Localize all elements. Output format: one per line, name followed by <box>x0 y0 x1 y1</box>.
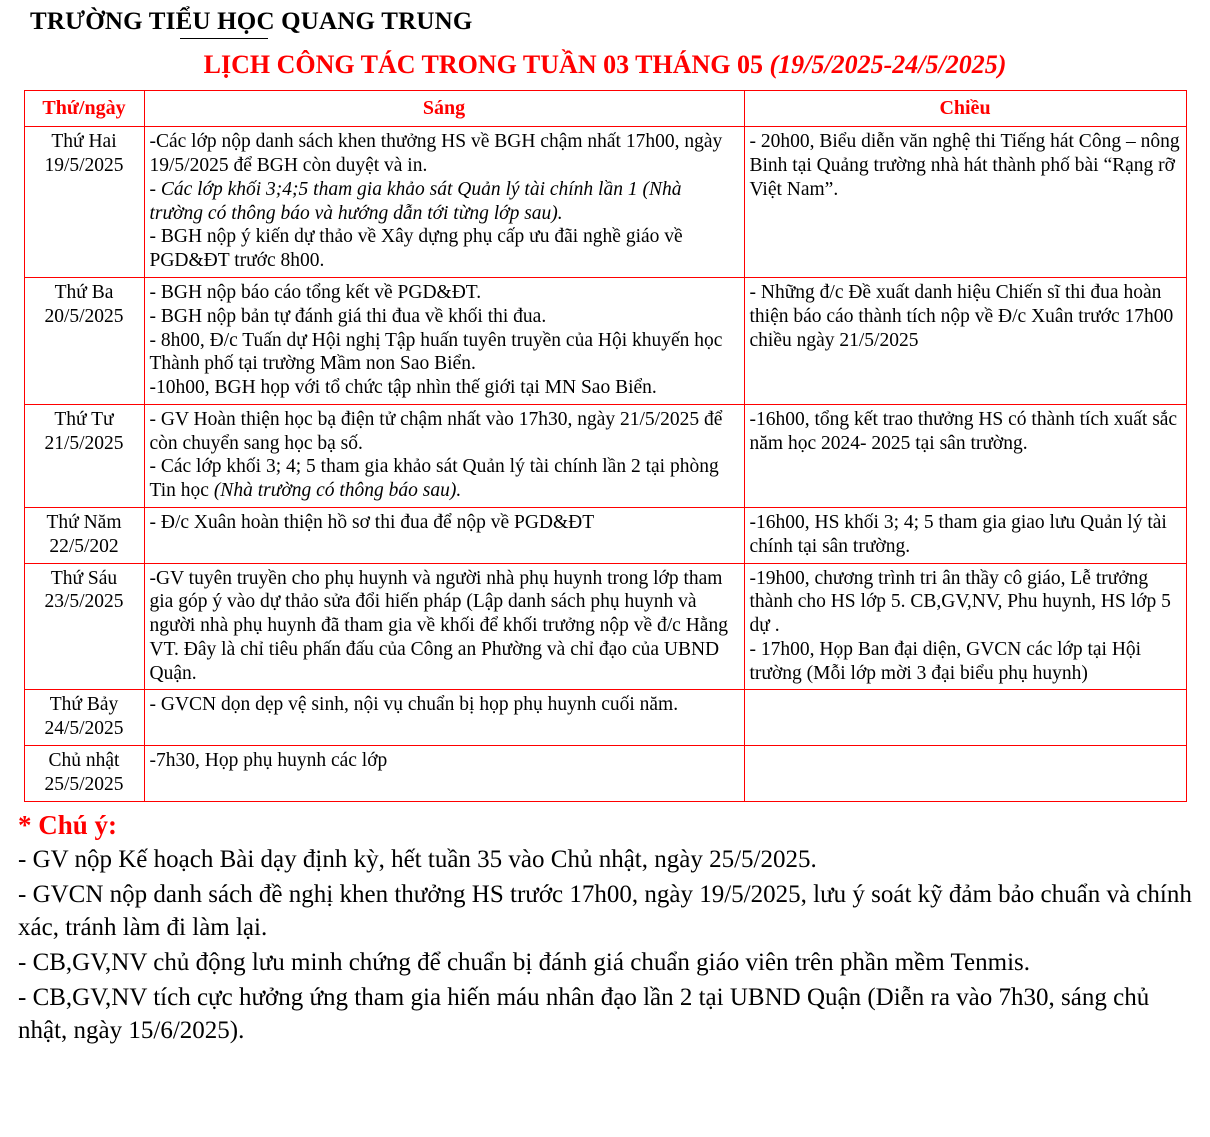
day-date: 21/5/2025 <box>44 432 124 454</box>
cell-afternoon <box>744 277 1186 404</box>
schedule-entry <box>150 567 739 686</box>
column-header-afternoon: Chiều <box>744 90 1186 126</box>
day-name: Thứ Hai <box>51 131 117 153</box>
cell-afternoon <box>744 746 1186 802</box>
schedule-entry-text: -Các lớp nộp danh sách khen thưởng HS về BGH chậm nhất 17h00, ngày 19/5/2025 để BGH còn duyệt và in. <box>149 131 723 177</box>
schedule-entry-text: - 20h00, Biểu diễn văn nghệ thi Tiếng hát Công – nông Binh tại Quảng trường nhà hát thành phố bài “Rạng rỡ Việt Nam”. <box>749 131 1180 200</box>
column-header-morning: Sáng <box>144 90 744 126</box>
day-date: 25/5/2025 <box>44 773 124 795</box>
cell-day <box>24 563 144 690</box>
schedule-entry <box>750 281 1181 352</box>
note-item: - GVCN nộp danh sách đề nghị khen thưởng HS trước 17h00, ngày 19/5/2025, lưu ý soát kỹ đảm bảo chuẩn và chính xác, tránh làm đi làm lại. <box>18 880 1192 941</box>
schedule-entry <box>150 376 739 400</box>
notes-list <box>18 843 1196 1047</box>
school-name-underline <box>180 38 268 39</box>
cell-afternoon <box>744 127 1186 278</box>
table-row <box>24 563 1186 690</box>
cell-morning <box>144 508 744 564</box>
schedule-entry-text: -10h00, BGH họp với tổ chức tập nhìn thế giới tại MN Sao Biển. <box>149 377 657 399</box>
cell-afternoon <box>744 508 1186 564</box>
table-body <box>24 127 1186 801</box>
schedule-entry <box>150 130 739 178</box>
table-row <box>24 690 1186 746</box>
schedule-entry <box>150 329 739 377</box>
schedule-entry <box>150 693 739 717</box>
schedule-entry-text: - BGH nộp ý kiến dự thảo về Xây dựng phụ cấp ưu đãi nghề giáo về PGD&ĐT trước 8h00. <box>149 226 683 272</box>
table-row <box>24 404 1186 507</box>
page-title-dates: (19/5/2025-24/5/2025) <box>769 50 1007 79</box>
cell-morning <box>144 690 744 746</box>
schedule-entry <box>150 305 739 329</box>
schedule-entry-text: - BGH nộp bản tự đánh giá thi đua về khối thi đua. <box>149 305 547 327</box>
schedule-entry-text: -GV tuyên truyền cho phụ huynh và người nhà phụ huynh trong lớp tham gia góp ý vào dự thảo sửa đổi hiến pháp (Lập danh sách phụ huynh và người nhà phụ huynh đã tham gia về khối để khối trưởng nộp về đ/c Hằng VT. Đây là chỉ tiêu phấn đấu của Công an Phường và chỉ đạo của UBND Quận. <box>149 567 728 684</box>
cell-morning <box>144 746 744 802</box>
school-name <box>30 8 473 36</box>
cell-afternoon <box>744 404 1186 507</box>
schedule-entry-text: - Những đ/c Đề xuất danh hiệu Chiến sĩ thi đua hoàn thiện báo cáo thành tích nộp về Đ/c Xuân trước 17h00 chiều ngày 21/5/2025 <box>749 281 1174 351</box>
schedule-entry-text: - 8h00, Đ/c Tuấn dự Hội nghị Tập huấn tuyên truyền của Hội khuyến học Thành phố tại trường Mầm non Sao Biển. <box>149 329 723 375</box>
schedule-entry-text: -7h30, Họp phụ huynh các lớp <box>149 750 388 772</box>
day-name: Thứ Sáu <box>50 567 118 589</box>
day-name: Thứ Tư <box>54 408 114 430</box>
schedule-entry-text: - Các lớp khối 3; 4; 5 tham gia khảo sát Quản lý tài chính lần 2 tại phòng Tin học <box>149 456 719 502</box>
schedule-entry-text: -16h00, HS khối 3; 4; 5 tham gia giao lưu Quản lý tài chính tại sân trường. <box>749 512 1167 557</box>
schedule-entry-note: (Nhà trường có thông báo sau). <box>213 480 462 502</box>
page-title-main: LỊCH CÔNG TÁC TRONG TUẦN 03 THÁNG 05 <box>203 50 770 79</box>
schedule-entry-text: - BGH nộp báo cáo tổng kết về PGD&ĐT. <box>149 281 482 303</box>
day-date: 20/5/2025 <box>44 305 124 327</box>
cell-morning <box>144 277 744 404</box>
table-row <box>24 127 1186 278</box>
note-item: - GV nộp Kế hoạch Bài dạy định kỳ, hết tuần 35 vào Chủ nhật, ngày 25/5/2025. <box>18 845 817 873</box>
notes-title: * Chú ý: <box>18 809 118 840</box>
schedule-entry <box>150 225 739 273</box>
cell-afternoon <box>744 690 1186 746</box>
schedule-entry <box>150 511 739 535</box>
schedule-entry-text: -19h00, chương trình tri ân thầy cô giáo, Lễ trưởng thành cho HS lớp 5. CB,GV,NV, Phu huynh, HS lớp 5 dự . <box>749 567 1171 637</box>
cell-day <box>24 277 144 404</box>
cell-day <box>24 508 144 564</box>
cell-afternoon <box>744 563 1186 690</box>
schedule-entry <box>750 638 1181 686</box>
day-date: 23/5/2025 <box>44 591 124 613</box>
schedule-entry-text: - 17h00, Họp Ban đại diện, GVCN các lớp tại Hội trường (Mỗi lớp mời 3 đại biểu phụ huynh) <box>749 638 1142 684</box>
cell-day <box>24 690 144 746</box>
day-name: Thứ Ba <box>54 281 114 303</box>
table-row <box>24 277 1186 404</box>
column-header-day: Thứ/ngày <box>24 90 144 126</box>
note-item: - CB,GV,NV chủ động lưu minh chứng để chuẩn bị đánh giá chuẩn giáo viên trên phần mềm Tenmis. <box>18 948 1030 976</box>
cell-morning <box>144 404 744 507</box>
schedule-entry-text: - Đ/c Xuân hoàn thiện hồ sơ thi đua để nộp về PGD&ĐT <box>149 512 595 533</box>
table-row <box>24 508 1186 564</box>
day-date: 22/5/202 <box>49 535 119 557</box>
table-header-row <box>24 90 1186 126</box>
table-row <box>24 746 1186 802</box>
cell-morning <box>144 127 744 278</box>
schedule-entry <box>150 749 739 773</box>
schedule-entry <box>150 178 739 226</box>
schedule-entry-text: - Các lớp khối 3;4;5 tham gia khảo sát Quản lý tài chính lần 1 (Nhà trường có thông báo và hướng dẫn tới từng lớp sau). <box>149 178 682 224</box>
cell-morning <box>144 563 744 690</box>
day-name: Thứ Bảy <box>49 694 119 716</box>
schedule-entry-text: - GVCN dọn dẹp vệ sinh, nội vụ chuẩn bị họp phụ huynh cuối năm. <box>149 694 679 716</box>
day-name: Chủ nhật <box>48 750 120 772</box>
schedule-entry <box>150 408 739 456</box>
schedule-entry <box>150 455 739 503</box>
note-item: - CB,GV,NV tích cực hưởng ứng tham gia hiến máu nhân đạo lần 2 tại UBND Quận (Diễn ra vào 7h30, sáng chủ nhật, ngày 15/6/2025). <box>18 983 1150 1044</box>
day-date: 24/5/2025 <box>44 718 124 740</box>
day-date: 19/5/2025 <box>44 155 124 177</box>
cell-day <box>24 746 144 802</box>
page-title <box>14 50 1196 80</box>
notes-section <box>18 810 1196 1047</box>
day-name: Thứ Năm <box>46 512 122 533</box>
cell-day <box>24 404 144 507</box>
cell-day <box>24 127 144 278</box>
schedule-entry <box>150 281 739 305</box>
schedule-entry-text: - GV Hoàn thiện học bạ điện tử chậm nhất vào 17h30, ngày 21/5/2025 để còn chuyển sang học bạ số. <box>149 408 723 454</box>
schedule-entry <box>750 408 1181 456</box>
schedule-entry <box>750 567 1181 638</box>
schedule-entry <box>750 130 1181 201</box>
weekly-schedule-table <box>24 90 1187 802</box>
school-name-text: TRƯỜNG TIỂU HỌC QUANG TRUNG <box>30 8 473 35</box>
schedule-entry <box>750 511 1181 559</box>
schedule-entry-text: -16h00, tổng kết trao thưởng HS có thành tích xuất sắc năm học 2024- 2025 tại sân trường. <box>749 408 1178 454</box>
